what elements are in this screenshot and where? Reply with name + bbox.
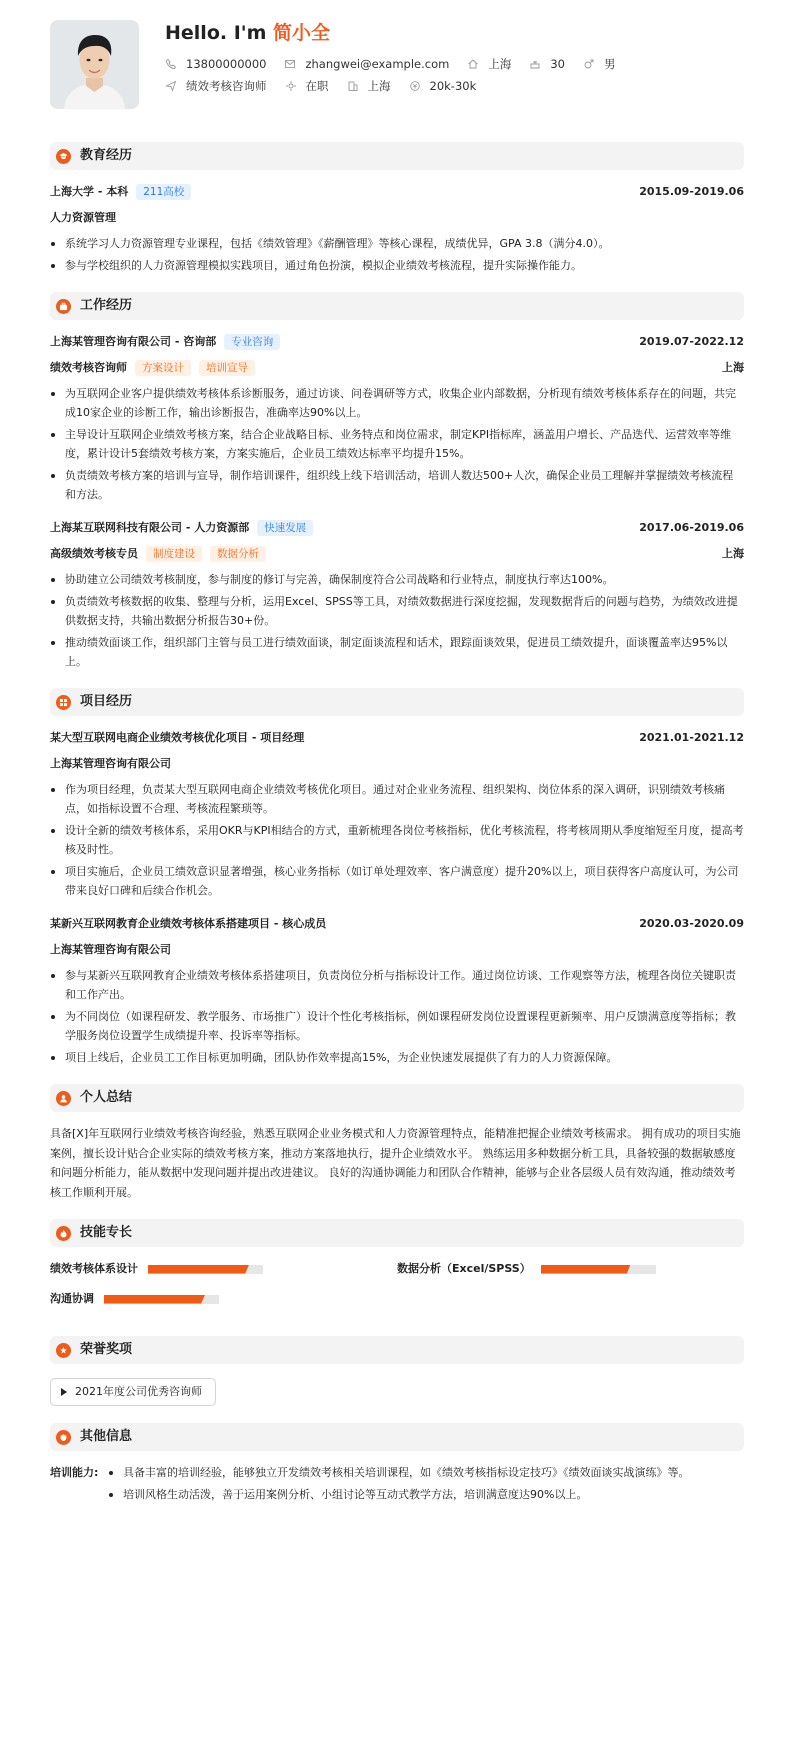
- other-label: 培训能力:: [50, 1466, 99, 1479]
- age-text: 30: [550, 56, 565, 71]
- gender-text: 男: [603, 56, 616, 71]
- job-bullets: [50, 384, 744, 504]
- role-tag: 数据分析: [210, 546, 266, 562]
- list-item: 参与学校组织的人力资源管理模拟实践项目，通过角色扮演，模拟企业绩效考核流程，提升实际操作能力。: [50, 256, 744, 275]
- greeting-title: [165, 20, 633, 48]
- project-org: 上海某管理咨询有限公司: [50, 757, 171, 771]
- skill-bar: [541, 1265, 656, 1274]
- section-header: [50, 688, 744, 716]
- list-item: 负责绩效考核方案的培训与宣导，制作培训课件，组织线上线下培训活动，培训人数达500+人次，确保企业员工理解并掌握绩效考核流程和方法。: [50, 466, 744, 504]
- info-icon: [56, 1430, 71, 1445]
- company-name: 上海某管理咨询有限公司 - 咨询部: [50, 335, 217, 349]
- work-city-text: 上海: [367, 78, 391, 93]
- skills-grid: [50, 1259, 744, 1319]
- education-period: 2015.09-2019.06: [639, 185, 744, 199]
- section-header: [50, 1423, 744, 1451]
- award-icon: [56, 1343, 71, 1358]
- major: 人力资源管理: [50, 211, 116, 225]
- caret-right-icon: [61, 1388, 67, 1396]
- honor-text: 2021年度公司优秀咨询师: [75, 1385, 202, 1399]
- summary-text: 具备[X]年互联网行业绩效考核咨询经验，熟悉互联网企业业务模式和人力资源管理特点，能精准把握企业绩效考核需求。 拥有成功的项目实施案例，擅长设计贴合企业实际的绩效考核方案，推动方案落地执行，提升企业绩效水平。 熟练运用多种数据分析工具，具备较强的数据敏感度和问题分析能力，能从数据中发现问题并提出改进建议。 良好的沟通协调能力和团队合作精神，能够与企业各层级人员有效沟通，推动绩效考核工作顺利开展。: [50, 1127, 741, 1199]
- age-item: [529, 55, 565, 73]
- skill-item: [397, 1259, 744, 1279]
- skill-bar-fill: [104, 1295, 205, 1304]
- job-role: 绩效考核咨询师: [50, 361, 127, 375]
- list-item: 主导设计互联网企业绩效考核方案，结合企业战略目标、业务特点和岗位需求，制定KPI指标库，涵盖用户增长、产品迭代、运营效率等维度，累计设计5套绩效考核方案，方案实施后，企业员工绩效达标率平均提升15%。: [50, 425, 744, 463]
- project-entry: [50, 728, 744, 900]
- company-tag: 专业咨询: [224, 334, 280, 350]
- phone-item: [165, 55, 266, 73]
- company-name: 上海某互联网科技有限公司 - 人力资源部: [50, 521, 250, 535]
- list-item: 设计全新的绩效考核体系，采用OKR与KPI相结合的方式，重新梳理各岗位考核指标，优化考核流程，将考核周期从季度缩短至月度，提高考核及时性。: [50, 821, 744, 859]
- list-item: 系统学习人力资源管理专业课程，包括《绩效管理》《薪酬管理》等核心课程，成绩优异，GPA 3.8（满分4.0）。: [50, 234, 744, 253]
- skill-bar-fill: [148, 1265, 249, 1274]
- list-item: 项目上线后，企业员工工作目标更加明确，团队协作效率提高15%，为企业快速发展提供了有力的人力资源保障。: [50, 1048, 744, 1067]
- job-entry: [50, 518, 744, 671]
- list-item: 培训风格生动活泼，善于运用案例分析、小组讨论等互动式教学方法，培训满意度达90%以上。: [104, 1485, 744, 1504]
- job-location: 上海: [722, 361, 744, 375]
- project-row: [50, 728, 744, 748]
- job-location: 上海: [722, 547, 744, 561]
- other-section: [50, 1423, 744, 1507]
- avatar: [50, 20, 139, 109]
- section-title: 个人总结: [80, 1089, 133, 1105]
- candidate-name: 简小全: [273, 22, 331, 44]
- section-header: [50, 1084, 744, 1112]
- section-title: 荣誉奖项: [80, 1341, 133, 1357]
- other-info-row: [50, 1463, 744, 1507]
- salary-text: 20k-30k: [429, 78, 477, 93]
- city-item: [467, 55, 511, 73]
- role-tag: 方案设计: [135, 360, 191, 376]
- job-bullets: [50, 570, 744, 671]
- skill-name: 沟通协调: [50, 1292, 94, 1306]
- gender-item: [583, 55, 616, 73]
- resume-header: [50, 20, 744, 114]
- job-intent-row: [165, 76, 633, 96]
- job-period: 2019.07-2022.12: [639, 335, 744, 349]
- skill-bar: [104, 1295, 219, 1304]
- list-item: 项目实施后，企业员工绩效意识显著增强，核心业务指标（如订单处理效率、客户满意度）提升20%以上，项目获得客户高度认可，为公司带来良好口碑和后续合作机会。: [50, 862, 744, 900]
- section-title: 工作经历: [80, 297, 133, 313]
- skill-item: [50, 1259, 397, 1279]
- skill-name: 绩效考核体系设计: [50, 1262, 138, 1276]
- job-role: 高级绩效考核专员: [50, 547, 138, 561]
- list-item: 为不同岗位（如课程研发、教学服务、市场推广）设计个性化考核指标，例如课程研发岗位设置课程更新频率、用户反馈满意度等指标；教学服务岗位设置学生成绩提升率、投诉率等指标。: [50, 1007, 744, 1045]
- skill-bar-fill: [541, 1265, 631, 1274]
- education-bullets: [50, 234, 744, 275]
- list-item: 推动绩效面谈工作，组织部门主管与员工进行绩效面谈，制定面谈流程和话术，跟踪面谈效果，促进员工绩效提升，面谈覆盖率达95%以上。: [50, 633, 744, 671]
- user-icon: [56, 1091, 71, 1106]
- list-item: 具备丰富的培训经验，能够独立开发绩效考核相关培训课程，如《绩效考核指标设定技巧》《绩效面谈实战演练》等。: [104, 1463, 744, 1482]
- education-icon: [56, 149, 71, 164]
- role-tag: 制度建设: [146, 546, 202, 562]
- project-name: 某新兴互联网教育企业绩效考核体系搭建项目 - 核心成员: [50, 917, 327, 931]
- skill-item: [50, 1289, 397, 1309]
- phone-text: 13800000000: [186, 56, 267, 71]
- job-period: 2017.06-2019.06: [639, 521, 744, 535]
- section-header: [50, 142, 744, 170]
- contact-row: [165, 54, 633, 74]
- list-item: 负责绩效考核数据的收集、整理与分析，运用Excel、SPSS等工具，对绩效数据进行深度挖掘，发现数据背后的问题与趋势，为绩效改进提供数据支持，共输出数据分析报告30+份。: [50, 592, 744, 630]
- section-title: 其他信息: [80, 1428, 133, 1444]
- project-icon: [56, 695, 71, 710]
- section-title: 项目经历: [80, 693, 133, 709]
- building-icon: [347, 80, 359, 92]
- school-tag: 211高校: [136, 184, 191, 200]
- project-bullets: [50, 966, 744, 1067]
- skills-section: [50, 1219, 744, 1319]
- summary-section: [50, 1084, 744, 1202]
- list-item: 为互联网企业客户提供绩效考核体系诊断服务，通过访谈、问卷调研等方式，收集企业内部数据，分析现有绩效考核体系存在的问题，共完成10家企业的诊断工作，输出诊断报告，准确率达90%以上。: [50, 384, 744, 422]
- greeting-text: Hello. I'm: [165, 22, 273, 44]
- skill-name: 数据分析（Excel/SPSS）: [397, 1262, 531, 1276]
- gender-icon: [583, 58, 595, 70]
- honor-item[interactable]: [50, 1378, 216, 1406]
- status-icon: [285, 80, 297, 92]
- avatar-portrait-icon: [50, 20, 139, 109]
- role-tag: 培训宣导: [199, 360, 255, 376]
- list-item: 协助建立公司绩效考核制度，参与制度的修订与完善，确保制度符合公司战略和行业特点，制度执行率达100%。: [50, 570, 744, 589]
- job-entry: [50, 332, 744, 504]
- job-company-row: [50, 518, 744, 538]
- other-bullets: [104, 1463, 744, 1507]
- projects-section: [50, 688, 744, 1067]
- salary-item: [409, 77, 477, 95]
- list-item: 参与某新兴互联网教育企业绩效考核体系搭建项目，负责岗位分析与指标设计工作。通过岗位访谈、工作观察等方法，梳理各岗位关键职责和工作产出。: [50, 966, 744, 1004]
- email-item: [284, 55, 449, 73]
- status-item: [285, 77, 329, 95]
- status-text: 在职: [305, 78, 329, 93]
- email-text: zhangwei@example.com: [305, 56, 450, 71]
- header-info: [165, 20, 633, 96]
- work-city-item: [347, 77, 391, 95]
- job-role-row: [50, 544, 744, 564]
- phone-icon: [165, 58, 177, 70]
- position-text: 绩效考核咨询师: [186, 78, 267, 93]
- skill-icon: [56, 1226, 71, 1241]
- section-header: [50, 1336, 744, 1364]
- project-name: 某大型互联网电商企业绩效考核优化项目 - 项目经理: [50, 731, 305, 745]
- skill-bar: [148, 1265, 263, 1274]
- education-row: [50, 182, 744, 202]
- work-section: [50, 292, 744, 671]
- position-item: [165, 77, 267, 95]
- position-icon: [165, 80, 177, 92]
- list-item: 作为项目经理，负责某大型互联网电商企业绩效考核优化项目。通过对企业业务流程、组织架构、岗位体系的深入调研，识别绩效考核痛点，如指标设置不合理、考核流程繁琐等。: [50, 780, 744, 818]
- project-row: [50, 914, 744, 934]
- section-title: 教育经历: [80, 147, 133, 163]
- honors-section: [50, 1336, 744, 1406]
- section-header: [50, 292, 744, 320]
- project-period: 2021.01-2021.12: [639, 731, 744, 745]
- work-icon: [56, 299, 71, 314]
- age-icon: [529, 58, 541, 70]
- company-tag: 快速发展: [257, 520, 313, 536]
- education-section: [50, 142, 744, 275]
- email-icon: [284, 58, 296, 70]
- project-bullets: [50, 780, 744, 900]
- project-period: 2020.03-2020.09: [639, 917, 744, 931]
- school-name: 上海大学 - 本科: [50, 185, 129, 199]
- section-header: [50, 1219, 744, 1247]
- city-text: 上海: [488, 56, 512, 71]
- job-role-row: [50, 358, 744, 378]
- home-icon: [467, 58, 479, 70]
- project-entry: [50, 914, 744, 1067]
- section-title: 技能专长: [80, 1224, 133, 1240]
- salary-icon: [409, 80, 421, 92]
- project-org: 上海某管理咨询有限公司: [50, 943, 171, 957]
- job-company-row: [50, 332, 744, 352]
